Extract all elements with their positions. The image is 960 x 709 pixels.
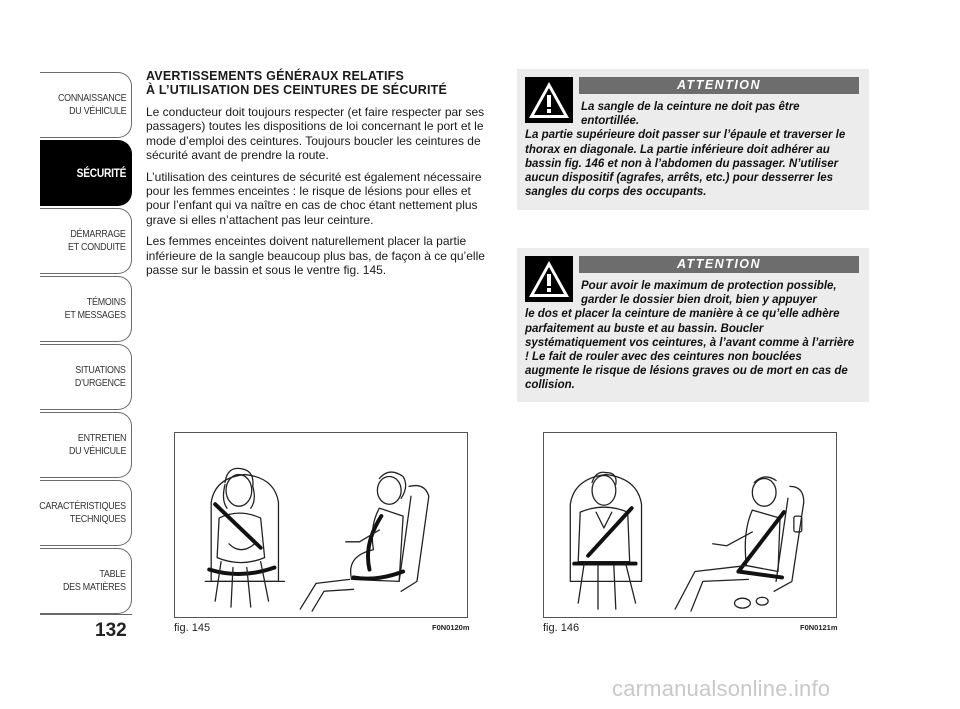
main-text-column: [146, 69, 496, 284]
sidebar-tab-label: CONNAISSANCE DU VÉHICULE: [57, 92, 126, 117]
warning-triangle-icon: [525, 77, 573, 123]
paragraph: Le conducteur doit toujours respecter (et faire respecter par ses passagers) toutes les dispositions de loi concernant le port et le mode d’emploi des ceintures. Toujours boucler les ceintures de sécurité avant de prendre la route.: [146, 105, 485, 163]
attention-heading: ATTENTION: [579, 256, 859, 273]
attention-text-body: La partie supérieure doit passer sur l’épaule et traverser le thorax en diagonale. La partie inférieure doit adhérer au bassin fig. 146 et non à l’abdomen du passager. N’utiliser aucun dispositif (agrafes, arrêts, etc.) pour desserrer les sangles du corps des occupants.: [525, 129, 846, 199]
pregnant-seatbelt-drawing: [175, 433, 467, 617]
sidebar-tab-label: TABLE DES MATIÈRES: [63, 568, 126, 593]
sidebar-tab-caracteristiques[interactable]: [40, 480, 132, 546]
attention-box-1: [517, 69, 869, 210]
attention-box-2: [517, 248, 869, 402]
section-title: [146, 69, 496, 97]
figure-code: F0N0121m: [800, 623, 838, 632]
attention-text-lead: La sangle de la ceinture ne doit pas être entortillée.: [581, 101, 800, 128]
attention-heading: ATTENTION: [579, 77, 859, 94]
sidebar-tab-connaissance[interactable]: [40, 72, 132, 138]
sidebar-divider: [40, 614, 132, 615]
figure-label: fig. 145: [174, 622, 211, 634]
figure-code: F0N0120m: [432, 623, 470, 632]
sidebar-tab-label: SÉCURITÉ: [76, 165, 126, 180]
sidebar-tab-table[interactable]: [40, 548, 132, 614]
sidebar-tab-entretien[interactable]: [40, 412, 132, 478]
attention-text-lead: Pour avoir le maximum de protection possible, garder le dossier bien droit, bien y appuyer: [581, 280, 837, 307]
attention-text: [525, 100, 859, 199]
sidebar-tab-situations[interactable]: [40, 344, 132, 410]
sidebar-tab-temoins[interactable]: [40, 276, 132, 342]
paragraph: L’utilisation des ceintures de sécurité est également nécessaire pour les femmes enceintes : le risque de lésions pour elles et pour l’enfant qui va naître en cas de choc étant nettement plus grave si elles n’attachent pas leur ceinture.: [146, 169, 482, 227]
sidebar-tab-label: ENTRETIEN DU VÉHICULE: [68, 432, 126, 457]
attention-text: [525, 279, 859, 393]
sidebar-tab-label: SITUATIONS D’URGENCE: [75, 364, 126, 389]
section-title-line-1: AVERTISSEMENTS GÉNÉRAUX RELATIFS: [146, 69, 405, 83]
seatbelt-correct-position-drawing: [544, 433, 836, 617]
sidebar-tab-label: CARACTÉRISTIQUES TECHNIQUES: [39, 500, 126, 525]
figure-145-illustration: [174, 432, 468, 618]
figure-label: fig. 146: [543, 622, 580, 634]
paragraph: Les femmes enceintes doivent naturellement placer la partie inférieure de la sangle beaucoup plus bas, de façon à ce qu’elle passe sur le bassin et sous le ventre fig. 145.: [146, 234, 485, 278]
sidebar-tab-label: TÉMOINS ET MESSAGES: [64, 296, 126, 321]
watermark-text: carmanualsonline.info: [612, 676, 831, 701]
attention-text-body: le dos et placer la ceinture de manière à ce qu’elle adhère parfaitement au buste et au bassin. Boucler systématiquement vos ceintures, à l’avant comme à l’arrière ! Le fait de rouler avec des ceintures non bouclées augmente le risque de lésions graves ou de mort en cas de collision.: [525, 308, 855, 392]
sidebar-tab-label: DÉMARRAGE ET CONDUITE: [68, 228, 126, 253]
chapter-sidebar: [40, 72, 132, 616]
warning-triangle-icon: [525, 256, 573, 302]
sidebar-tab-demarrage[interactable]: [40, 208, 132, 274]
sidebar-tab-securite[interactable]: [40, 140, 132, 206]
figure-146-illustration: [543, 432, 837, 618]
section-title-line-2: À L’UTILISATION DES CEINTURES DE SÉCURITÉ: [146, 83, 448, 97]
page-number: 132: [95, 620, 127, 641]
